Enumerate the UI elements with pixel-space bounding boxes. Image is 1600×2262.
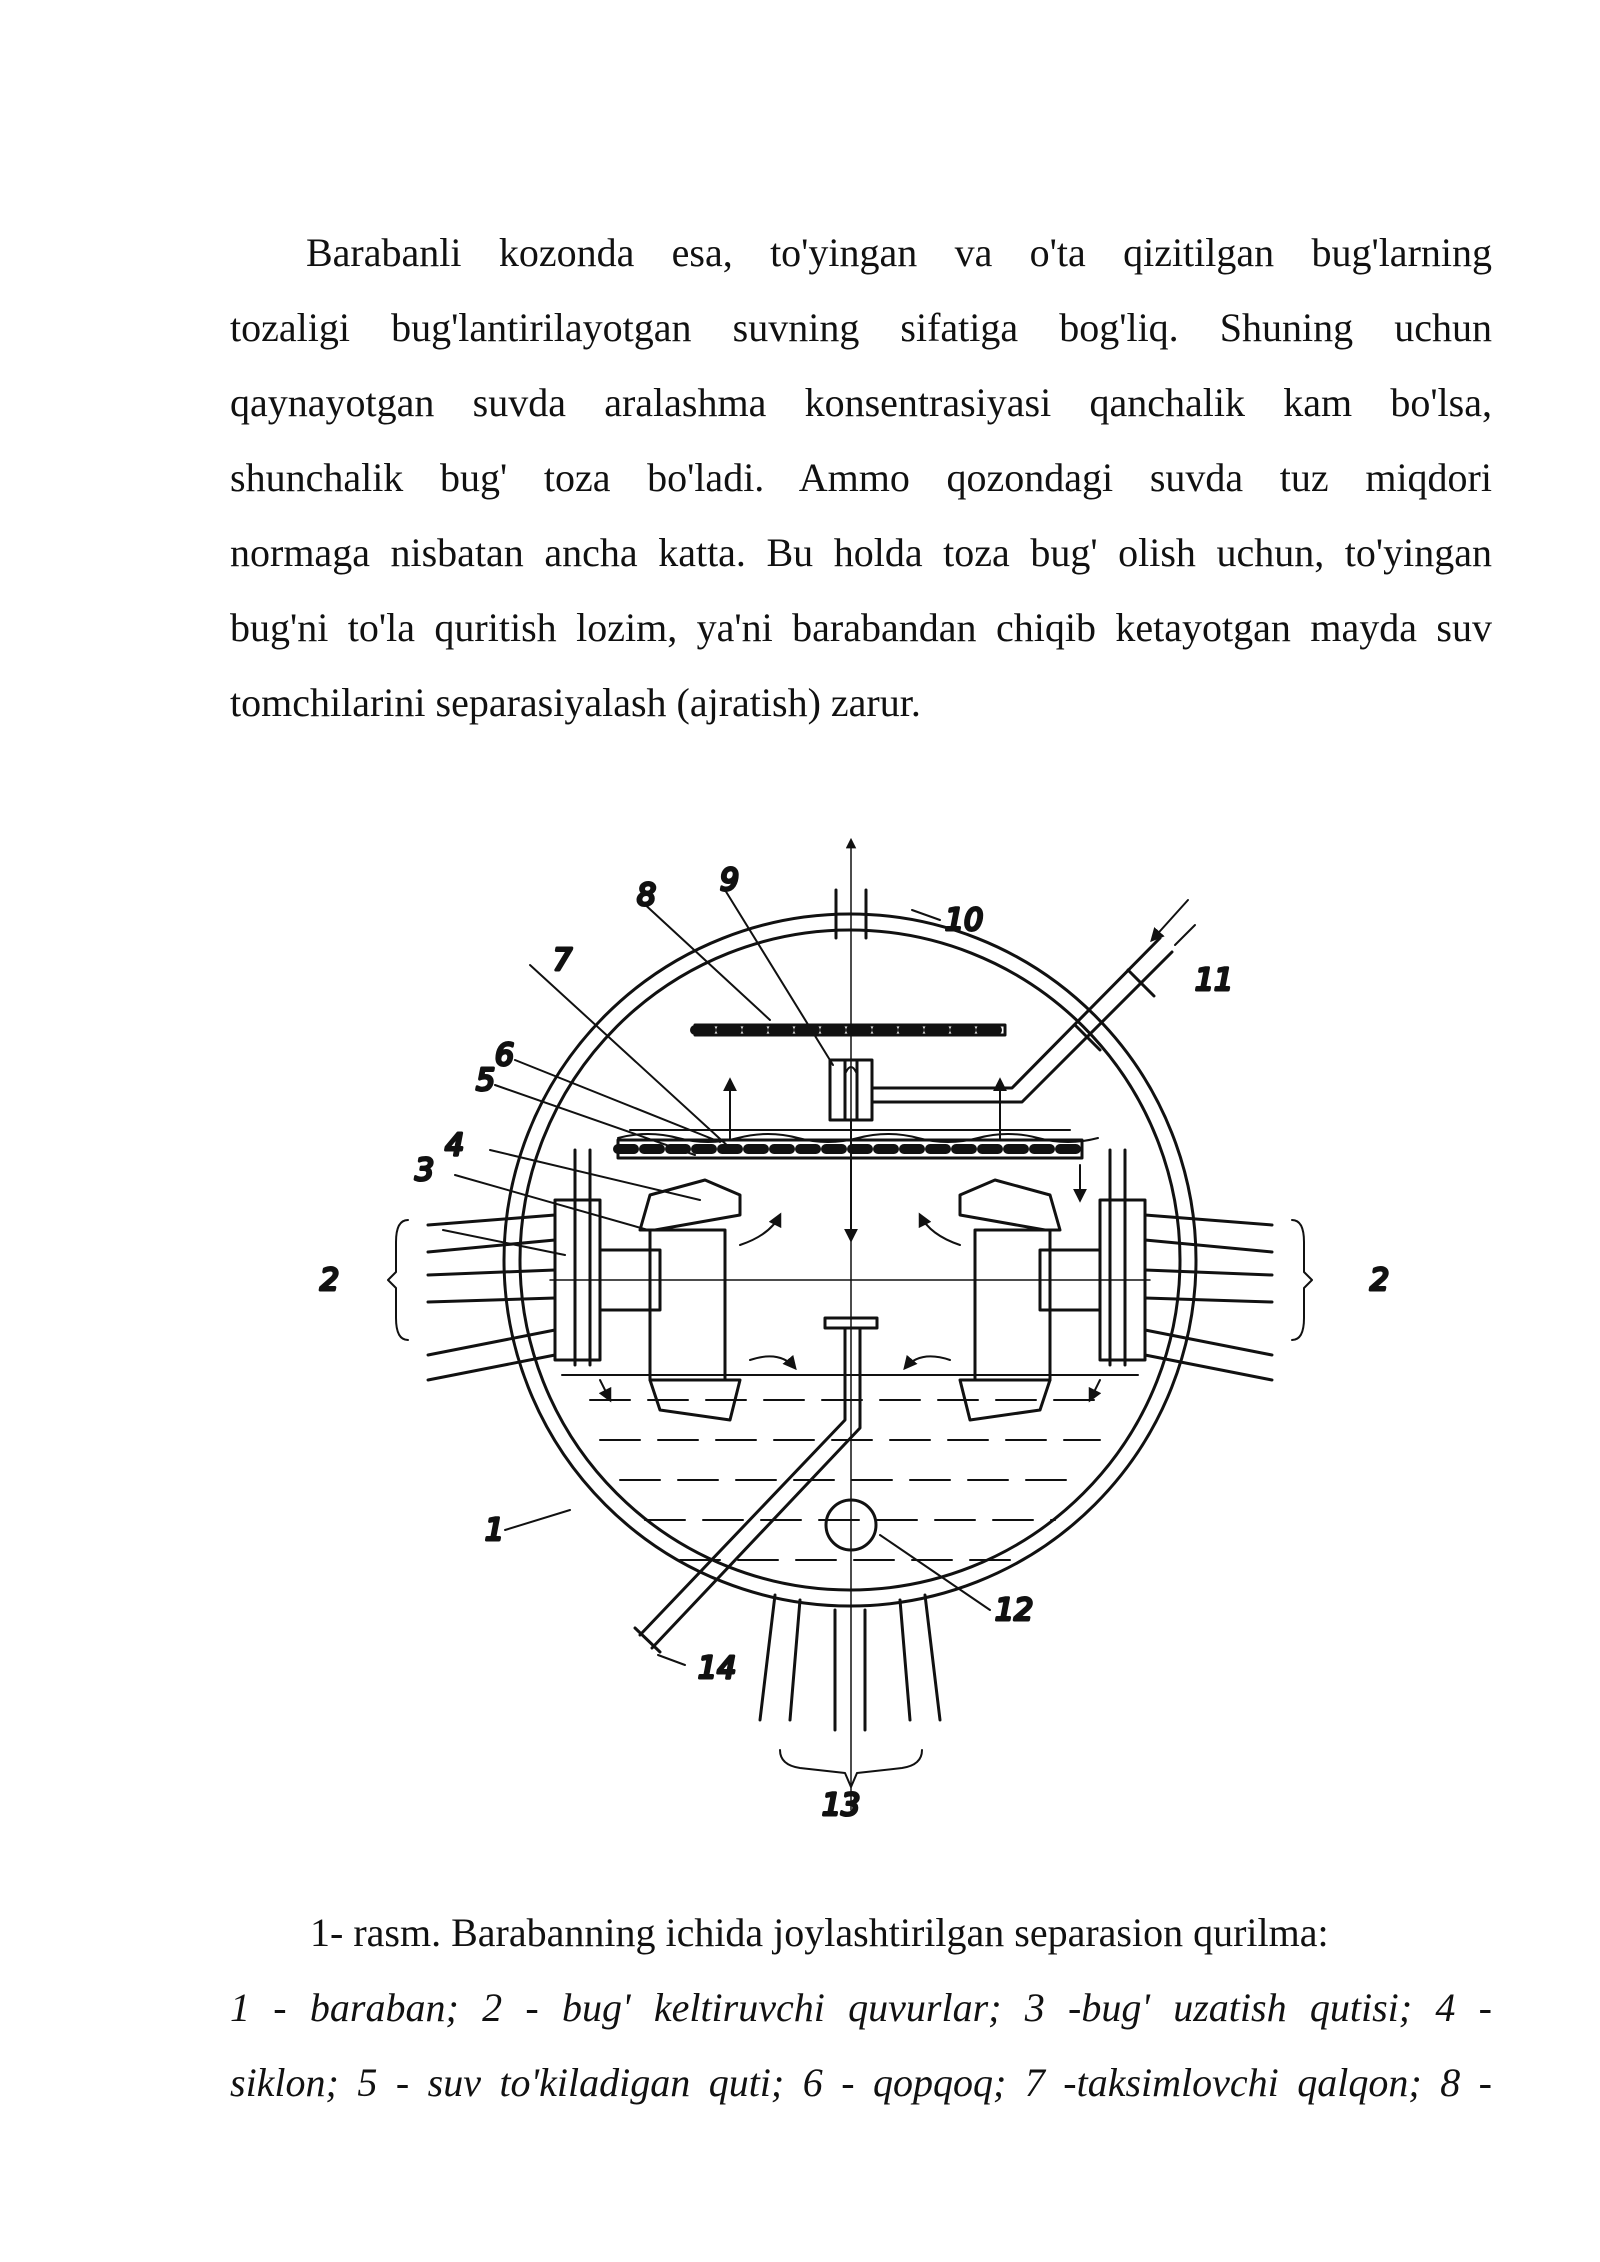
label-8: 8 (637, 878, 657, 913)
cyclone-left (640, 1180, 740, 1420)
label-10: 10 (945, 903, 984, 938)
drum-outer-wall (504, 914, 1196, 1606)
text-line: tozaligi bug'lantirilayotgan suvning sifatiga bog'liq. Shuning uchun (230, 305, 1492, 350)
text-line: shunchalik bug' toza bo'ladi. Ammo qozondagi suvda tuz miqdori (230, 455, 1492, 500)
label-3: 3 (415, 1153, 435, 1188)
text-line: normaga nisbatan ancha katta. Bu holda toza bug' olish uchun, to'yingan (230, 530, 1492, 575)
label-2-left: 2 (320, 1263, 340, 1298)
steam-inlet-pipes-left (388, 1215, 555, 1380)
drum-cross-section-drawing (300, 820, 1400, 1820)
text-line: bug'ni to'la quritish lozim, ya'ni barabandan chiqib ketayotgan mayda suv (230, 605, 1492, 650)
intro-paragraph (230, 215, 1492, 740)
label-5: 5 (476, 1063, 496, 1098)
label-4: 4 (445, 1128, 465, 1163)
text-line: tomchilarini separasiyalash (ajratish) zarur. (230, 680, 921, 725)
caption-title: 1- rasm. Barabanning ichida joylashtirilgan separasion qurilma: (310, 1910, 1329, 1955)
label-11: 11 (1195, 963, 1234, 998)
label-13: 13 (822, 1788, 861, 1820)
water-level-lines (562, 1375, 1138, 1560)
cyclone-right (960, 1180, 1060, 1420)
text-line: qaynayotgan suvda aralashma konsentrasiyasi qanchalik kam bo'lsa, (230, 380, 1492, 425)
caption-legend-line: siklon; 5 - suv to'kiladigan quti; 6 - qopqoq; 7 -taksimlovchi qalqon; 8 - (230, 2060, 1492, 2105)
steam-inlet-pipes-right (1145, 1215, 1312, 1380)
continuous-blowdown-pipe (635, 1318, 877, 1652)
label-2-right: 2 (1370, 1263, 1390, 1298)
separator-drum-figure (300, 820, 1400, 1820)
steam-supply-box-left (555, 1150, 660, 1365)
label-12: 12 (995, 1593, 1034, 1628)
figure-caption (230, 1895, 1492, 2120)
label-6: 6 (495, 1038, 515, 1073)
text-line: Barabanli kozonda esa, to'yingan va o'ta qizitilgan bug'larning (306, 230, 1492, 275)
bottom-outlet-pipes (760, 1595, 940, 1787)
label-1: 1 (485, 1513, 505, 1548)
label-7: 7 (553, 943, 573, 978)
steam-supply-box-right (1040, 1150, 1145, 1365)
caption-legend-line: 1 - baraban; 2 - bug' keltiruvchi quvurlar; 3 -bug' uzatish qutisi; 4 - (230, 1985, 1492, 2030)
label-14: 14 (698, 1651, 737, 1686)
label-9: 9 (720, 863, 740, 898)
